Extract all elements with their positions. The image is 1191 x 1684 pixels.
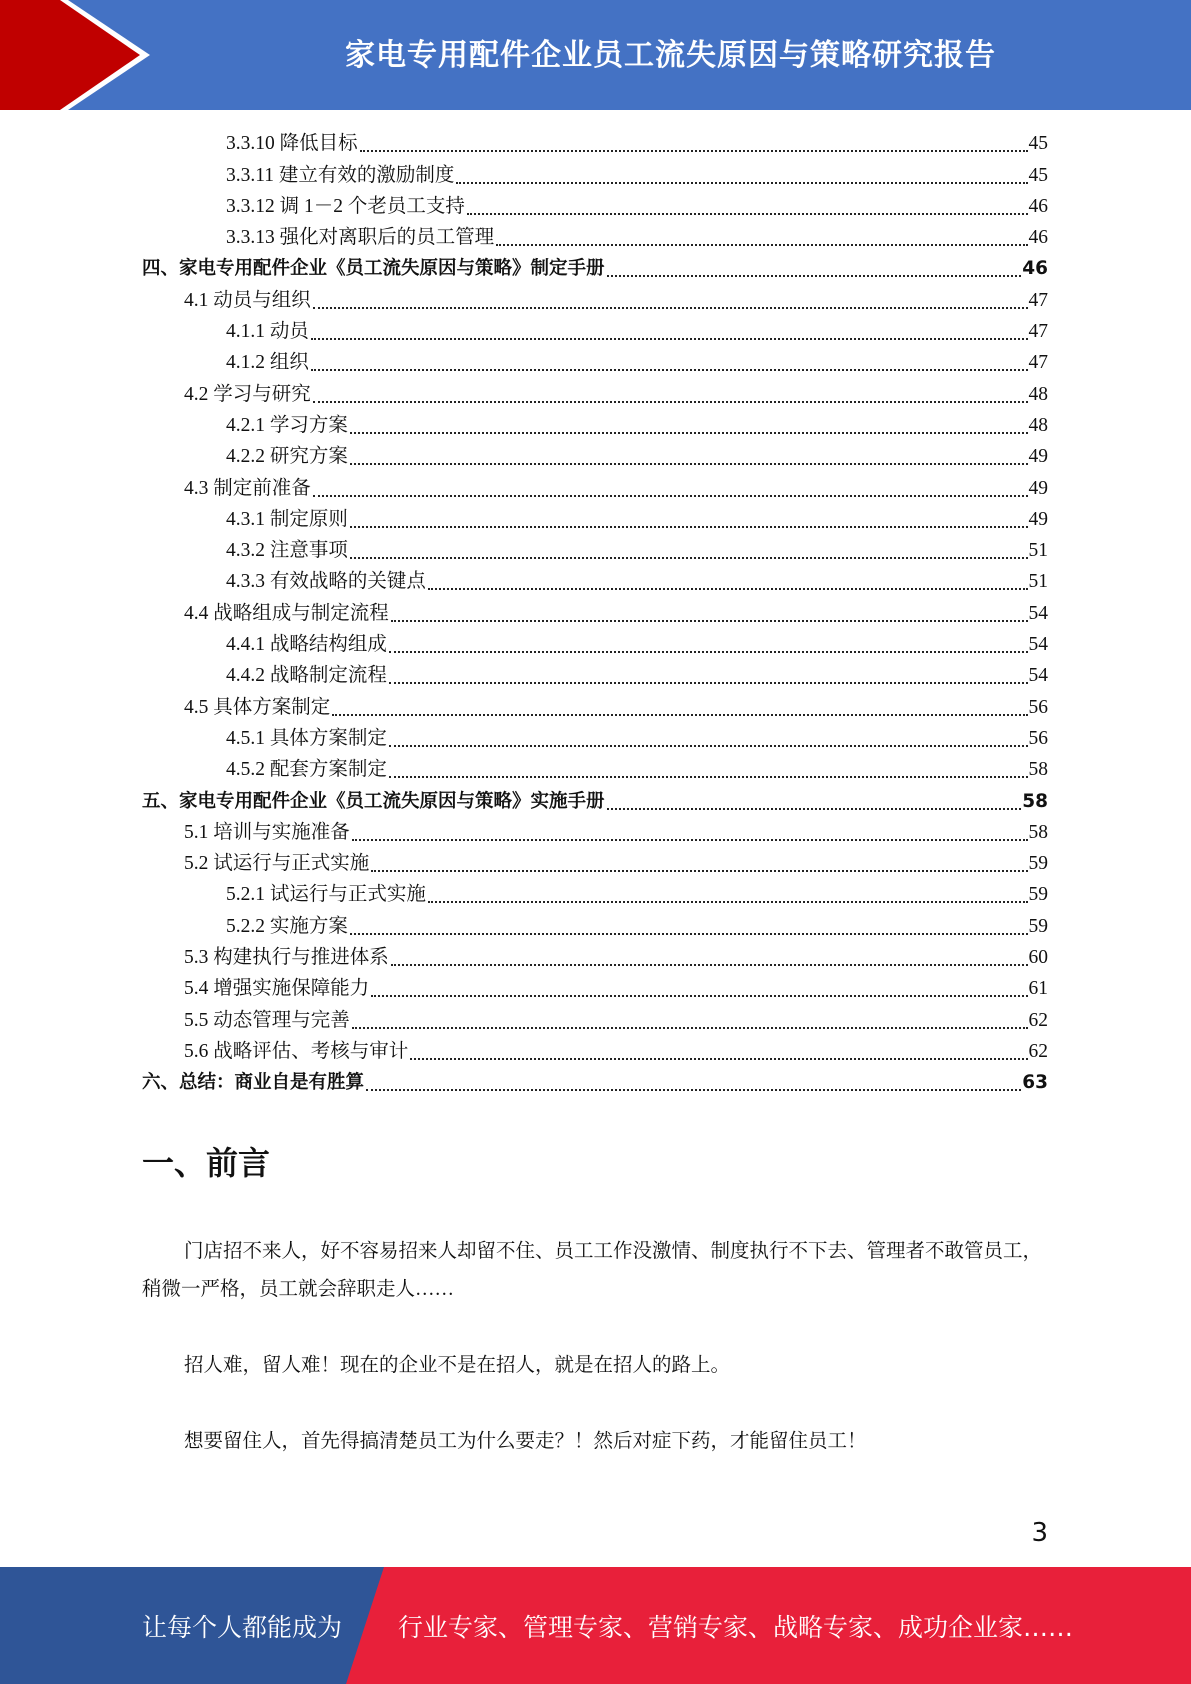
toc-entry-page: 47: [1028, 352, 1048, 374]
toc-entry-label: 5.2.2 实施方案: [226, 915, 348, 937]
toc-entry[interactable]: [142, 410, 1048, 441]
toc-entry-page: 51: [1028, 540, 1048, 562]
toc-dot-leader: [371, 870, 1027, 872]
toc-entry-label: 4.1.1 动员: [226, 321, 309, 343]
toc-dot-leader: [350, 432, 1028, 434]
toc-entry-label: 4.4.1 战略结构组成: [226, 634, 387, 656]
paragraph: 招人难，留人难！现在的企业不是在招人，就是在招人的路上。: [184, 1355, 731, 1376]
toc-dot-leader: [352, 839, 1028, 841]
footer-banner: [0, 1567, 1191, 1684]
toc-dot-leader: [391, 620, 1028, 622]
paragraph: 门店招不来人，好不容易招来人却留不住、员工工作没激情、制度执行不下去、管理者不敢管员工，稍微一严格，员工就会辞职走人……: [142, 1241, 1043, 1300]
toc-entry[interactable]: [142, 378, 1048, 409]
footer-slogan-left: 让每个人都能成为: [142, 1612, 343, 1642]
toc-entry[interactable]: [142, 629, 1048, 660]
toc-entry-page: 61: [1028, 978, 1048, 1000]
toc-entry-label: 4.3 制定前准备: [184, 477, 311, 499]
toc-dot-leader: [428, 901, 1028, 903]
toc-dot-leader: [389, 651, 1028, 653]
toc-entry[interactable]: [142, 1067, 1048, 1098]
toc-entry-page: 45: [1028, 133, 1048, 155]
toc-dot-leader: [391, 964, 1028, 966]
toc-entry-page: 54: [1028, 634, 1048, 656]
toc-dot-leader: [352, 1027, 1028, 1029]
toc-entry[interactable]: [142, 472, 1048, 503]
toc-dot-leader: [313, 401, 1028, 403]
toc-entry[interactable]: [142, 347, 1048, 378]
toc-entry[interactable]: [142, 879, 1048, 910]
toc-entry[interactable]: [142, 159, 1048, 190]
footer-slogan-right: 行业专家、管理专家、营销专家、战略专家、成功企业家……: [398, 1612, 1074, 1642]
toc-entry-label: 5.1 培训与实施准备: [184, 821, 350, 843]
header-chevron-icon: [0, 0, 160, 110]
toc-dot-leader: [428, 588, 1028, 590]
toc-entry[interactable]: [142, 535, 1048, 566]
toc-entry-page: 59: [1028, 884, 1048, 906]
toc-entry-label: 4.5 具体方案制定: [184, 696, 331, 718]
toc-dot-leader: [350, 557, 1028, 559]
toc-entry[interactable]: [142, 284, 1048, 315]
toc-dot-leader: [313, 307, 1028, 309]
toc-entry-page: 62: [1028, 1040, 1048, 1062]
toc-entry[interactable]: [142, 785, 1048, 816]
toc-entry-label: 3.3.10 降低目标: [226, 133, 358, 155]
toc-entry[interactable]: [142, 253, 1048, 284]
toc-entry-page: 49: [1028, 477, 1048, 499]
toc-entry[interactable]: [142, 848, 1048, 879]
toc-entry-label: 5.2 试运行与正式实施: [184, 853, 370, 875]
toc-entry[interactable]: [142, 441, 1048, 472]
toc-dot-leader: [311, 369, 1028, 371]
toc-dot-leader: [350, 933, 1028, 935]
toc-entry[interactable]: [142, 316, 1048, 347]
page-number: 3: [1031, 1518, 1048, 1548]
toc-entry-page: 58: [1022, 790, 1048, 812]
toc-dot-leader: [607, 808, 1022, 810]
toc-entry-page: 56: [1028, 696, 1048, 718]
toc-entry-label: 4.5.2 配套方案制定: [226, 759, 387, 781]
toc-entry-label: 3.3.13 强化对离职后的员工管理: [226, 227, 495, 249]
toc-entry-label: 4.1 动员与组织: [184, 289, 311, 311]
toc-dot-leader: [371, 995, 1027, 997]
toc-entry[interactable]: [142, 973, 1048, 1004]
toc-entry-label: 4.3.1 制定原则: [226, 508, 348, 530]
toc-entry-label: 4.1.2 组织: [226, 352, 309, 374]
toc-dot-leader: [332, 714, 1027, 716]
toc-entry-label: 5.4 增强实施保障能力: [184, 978, 370, 1000]
toc-entry[interactable]: [142, 597, 1048, 628]
toc-entry-page: 49: [1028, 508, 1048, 530]
toc-entry-page: 59: [1028, 853, 1048, 875]
toc-entry-label: 5.3 构建执行与推进体系: [184, 947, 389, 969]
toc-dot-leader: [313, 495, 1028, 497]
toc-dot-leader: [350, 526, 1028, 528]
toc-entry-page: 58: [1028, 821, 1048, 843]
toc-entry-page: 60: [1028, 947, 1048, 969]
toc-entry[interactable]: [142, 128, 1048, 159]
toc-entry-label: 3.3.12 调 1－2 个老员工支持: [226, 195, 465, 217]
toc-entry-label: 4.3.3 有效战略的关键点: [226, 571, 426, 593]
toc-entry-label: 4.2 学习与研究: [184, 383, 311, 405]
toc-entry[interactable]: [142, 504, 1048, 535]
table-of-contents: [142, 128, 1048, 1098]
toc-entry-label: 四、家电专用配件企业《员工流失原因与策略》制定手册: [142, 258, 605, 280]
toc-entry[interactable]: [142, 942, 1048, 973]
toc-entry-label: 5.6 战略评估、考核与审计: [184, 1040, 409, 1062]
toc-entry-page: 46: [1028, 195, 1048, 217]
toc-dot-leader: [350, 463, 1028, 465]
toc-entry-label: 3.3.11 建立有效的激励制度: [226, 164, 455, 186]
toc-entry-label: 4.5.1 具体方案制定: [226, 727, 387, 749]
toc-entry[interactable]: [142, 723, 1048, 754]
toc-entry-page: 46: [1022, 258, 1048, 280]
toc-dot-leader: [467, 213, 1028, 215]
toc-entry-page: 54: [1028, 665, 1048, 687]
toc-entry[interactable]: [142, 1036, 1048, 1067]
toc-entry-label: 六、总结：商业自是有胜算: [142, 1072, 365, 1094]
toc-dot-leader: [410, 1058, 1027, 1060]
toc-dot-leader: [389, 745, 1028, 747]
toc-entry-page: 48: [1028, 383, 1048, 405]
toc-entry-label: 4.2.2 研究方案: [226, 446, 348, 468]
toc-entry-page: 48: [1028, 414, 1048, 436]
toc-entry-label: 4.3.2 注意事项: [226, 540, 348, 562]
toc-dot-leader: [389, 776, 1028, 778]
toc-entry-page: 54: [1028, 602, 1048, 624]
toc-entry-page: 63: [1022, 1072, 1048, 1094]
toc-entry[interactable]: [142, 910, 1048, 941]
toc-entry-label: 五、家电专用配件企业《员工流失原因与策略》实施手册: [142, 790, 605, 812]
toc-dot-leader: [456, 182, 1027, 184]
toc-entry-label: 4.4.2 战略制定流程: [226, 665, 387, 687]
toc-dot-leader: [496, 244, 1027, 246]
toc-entry-label: 4.4 战略组成与制定流程: [184, 602, 389, 624]
document-title: 家电专用配件企业员工流失原因与策略研究报告: [345, 38, 996, 73]
toc-entry-label: 5.5 动态管理与完善: [184, 1009, 350, 1031]
toc-dot-leader: [311, 338, 1028, 340]
toc-entry-page: 56: [1028, 727, 1048, 749]
toc-entry-label: 5.2.1 试运行与正式实施: [226, 884, 426, 906]
toc-entry[interactable]: [142, 691, 1048, 722]
toc-entry[interactable]: [142, 222, 1048, 253]
toc-entry-page: 45: [1028, 164, 1048, 186]
toc-entry[interactable]: [142, 660, 1048, 691]
toc-entry-page: 62: [1028, 1009, 1048, 1031]
toc-entry[interactable]: [142, 566, 1048, 597]
toc-entry[interactable]: [142, 191, 1048, 222]
toc-entry[interactable]: [142, 1004, 1048, 1035]
toc-entry-page: 46: [1028, 227, 1048, 249]
toc-entry-page: 51: [1028, 571, 1048, 593]
toc-entry-page: 47: [1028, 321, 1048, 343]
toc-dot-leader: [389, 682, 1028, 684]
toc-entry-page: 47: [1028, 289, 1048, 311]
toc-entry-page: 59: [1028, 915, 1048, 937]
toc-dot-leader: [607, 275, 1022, 277]
toc-dot-leader: [360, 150, 1028, 152]
header-bar: [0, 0, 1191, 110]
toc-entry-page: 58: [1028, 759, 1048, 781]
toc-entry-label: 4.2.1 学习方案: [226, 414, 348, 436]
section-heading: 一、前言: [142, 1144, 271, 1182]
toc-dot-leader: [366, 1089, 1021, 1091]
toc-entry-page: 49: [1028, 446, 1048, 468]
toc-entry[interactable]: [142, 817, 1048, 848]
toc-entry[interactable]: [142, 754, 1048, 785]
paragraph: 想要留住人，首先得搞清楚员工为什么要走？！然后对症下药，才能留住员工！: [184, 1431, 867, 1452]
